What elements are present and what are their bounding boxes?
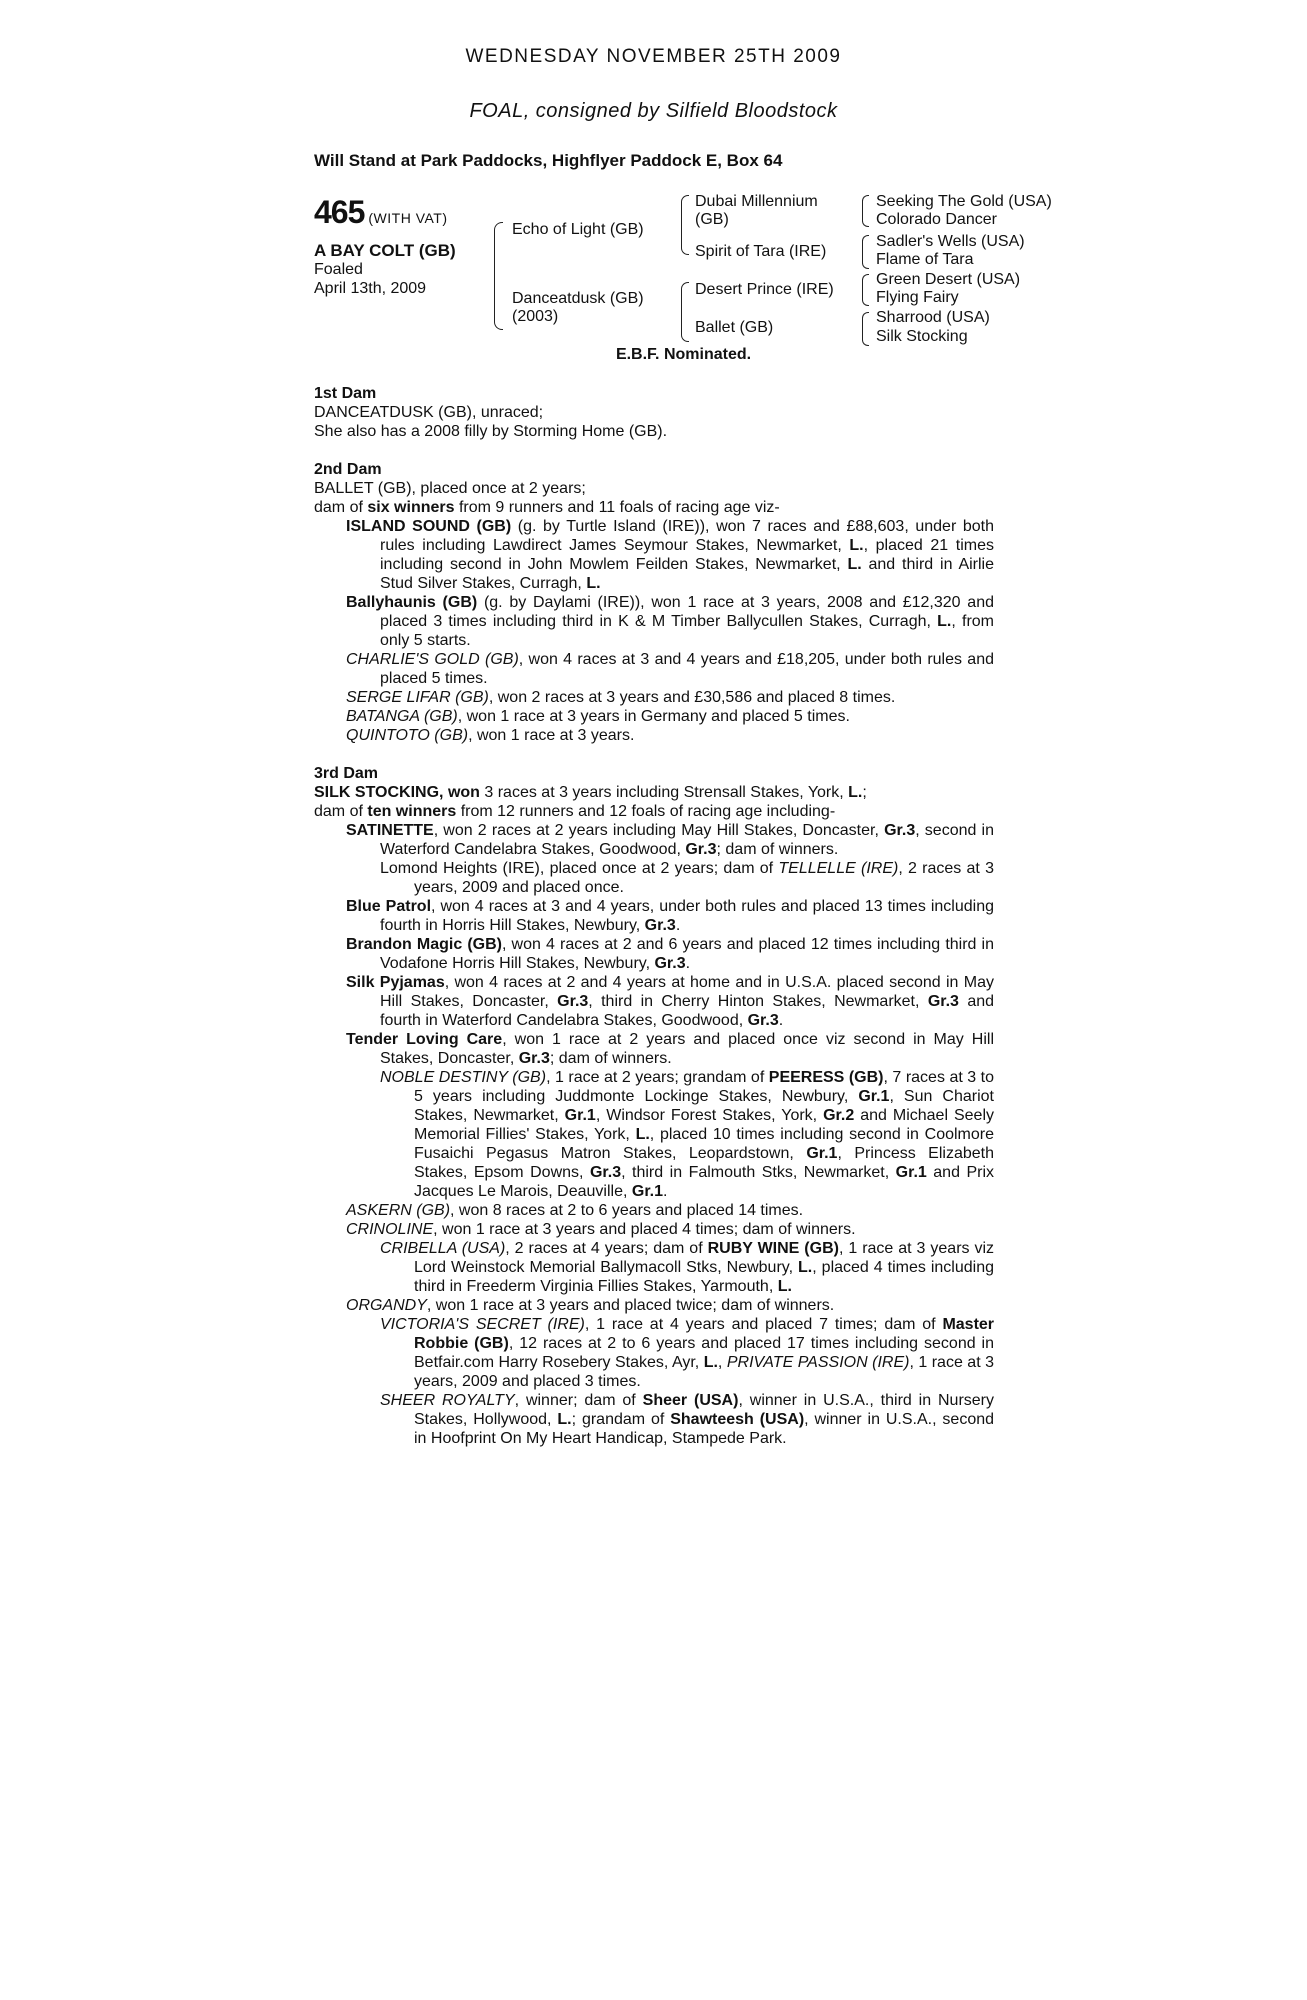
pedigree-brace-sire (681, 195, 689, 255)
produce-entry: SHEER ROYALTY, winner; dam of Sheer (USA), winner in U.S.A., third in Nursery Stakes, Hollywood, L.; grandam of Shawteesh (USA), winner in U.S.A., second in Hoofprint On My Heart Handicap, Stampede Park. (380, 1392, 995, 1447)
produce-entry: NOBLE DESTINY (GB), 1 race at 2 years; grandam of PEERESS (GB), 7 races at 3 to 5 years including Juddmonte Lockinge Stakes, Newbury, Gr.1, Sun Chariot Stakes, Newmarket, Gr.1, Windsor Forest Stakes, York, Gr.2 and Michael Seely Memorial Fillies' Stakes, York, L., placed 10 times including second in Coolmore Fusaichi Pegasus Matron Stakes, Leopardstown, Gr.1, Princess Elizabeth Stakes, Epsom Downs, Gr.3, third in Falmouth Stks, Newmarket, Gr.1 and Prix Jacques Le Marois, Deauville, Gr.1. (380, 1069, 995, 1200)
lot-title: A BAY COLT (GB) (314, 241, 456, 260)
first-dam-line: DANCEATDUSK (GB), unraced; (314, 404, 544, 421)
produce-entry: Brandon Magic (GB), won 4 races at 2 and 6 years and placed 12 times including third in Vodafone Horris Hill Stakes, Newbury, Gr.3. (346, 936, 995, 972)
consignor-line: FOAL, consigned by Silfield Bloodstock (469, 100, 838, 122)
pedigree-brace-sd (862, 235, 869, 269)
pedigree-sire: Echo of Light (GB) (512, 221, 644, 238)
produce-entry: Tender Loving Care, won 1 race at 2 years and placed once viz second in May Hill Stakes, Doncaster, Gr.3; dam of winners. (346, 1031, 995, 1067)
pedigree-dam: Danceatdusk (GB) (512, 290, 644, 307)
produce-entry: CHARLIE'S GOLD (GB), won 4 races at 3 and 4 years and £18,205, under both rules and placed 5 times. (346, 651, 994, 687)
produce-entry: Ballyhaunis (GB) (g. by Daylami (IRE)), won 1 race at 3 years, 2008 and £12,320 and placed 3 times including third in K & M Timber Ballycullen Stakes, Curragh, L., from only 5 starts. (346, 594, 995, 649)
vat-label: (WITH VAT) (368, 210, 448, 226)
produce-entry: SERGE LIFAR (GB), won 2 races at 3 years and £30,586 and placed 8 times. (346, 689, 896, 706)
pedigree-dss: Green Desert (USA) (876, 271, 1021, 288)
produce-record (314, 384, 994, 1448)
second-dam-summary: dam of six winners from 9 runners and 11 foals of racing age viz- (314, 499, 780, 516)
sale-date-header: WEDNESDAY NOVEMBER 25TH 2009 (465, 46, 842, 67)
first-dam-line: She also has a 2008 filly by Storming Home (GB). (314, 423, 668, 440)
pedigree-brace-ds (862, 274, 869, 306)
pedigree-ddd: Silk Stocking (876, 328, 968, 345)
first-dam-heading: 1st Dam (314, 385, 377, 402)
pedigree-dam-sire: Desert Prince (IRE) (695, 281, 834, 298)
pedigree-sss: Seeking The Gold (USA) (876, 193, 1052, 210)
pedigree-dam-year: (2003) (512, 308, 559, 325)
pedigree-sire-sire: Dubai Millennium (695, 193, 818, 210)
ebf-nominated: E.B.F. Nominated. (615, 346, 752, 363)
foaled-date: April 13th, 2009 (314, 280, 427, 297)
produce-entry: ASKERN (GB), won 8 races at 2 to 6 years and placed 14 times. (346, 1202, 804, 1219)
lot-number: 465 (314, 194, 365, 230)
pedigree-brace-ss (862, 195, 869, 227)
pedigree-sire-sire-suffix: (GB) (695, 211, 729, 228)
produce-entry: CRIBELLA (USA), 2 races at 4 years; dam of RUBY WINE (GB), 1 race at 3 years viz Lord Weinstock Memorial Ballymacoll Stks, Newbury, L., placed 4 times including third in Freederm Virginia Fillies Stakes, Yarmouth, L. (380, 1240, 995, 1295)
produce-entry: ORGANDY, won 1 race at 3 years and placed twice; dam of winners. (346, 1297, 835, 1314)
pedigree-ssd: Colorado Dancer (876, 211, 997, 228)
pedigree-brace-dam (681, 282, 689, 342)
produce-entry: Blue Patrol, won 4 races at 3 and 4 years, under both rules and placed 13 times including fourth in Horris Hill Stakes, Newbury, Gr.3. (346, 898, 994, 934)
produce-entry: SATINETTE, won 2 races at 2 years including May Hill Stakes, Doncaster, Gr.3, second in Waterford Candelabra Stakes, Goodwood, Gr.3; dam of winners. (346, 822, 994, 858)
pedigree-sds: Sadler's Wells (USA) (876, 233, 1025, 250)
produce-entry: QUINTOTO (GB), won 1 race at 3 years. (346, 727, 635, 744)
pedigree-brace-dd (862, 312, 869, 346)
produce-entry: CRINOLINE, won 1 race at 3 years and placed 4 times; dam of winners. (346, 1221, 856, 1238)
produce-entry: ISLAND SOUND (GB) (g. by Turtle Island (IRE)), won 7 races and £88,603, under both rules including Lawdirect James Seymour Stakes, Newmarket, L., placed 21 times including second in John Mowlem Feilden Stakes, Newmarket, L. and third in Airlie Stud Silver Stakes, Curragh, L. (346, 518, 995, 592)
pedigree-dsd: Flying Fairy (876, 289, 959, 306)
produce-entry: Silk Pyjamas, won 4 races at 2 and 4 years at home and in U.S.A. placed second in May Hill Stakes, Doncaster, Gr.3, third in Cherry Hinton Stakes, Newmarket, Gr.3 and fourth in Waterford Candelabra Stakes, Goodwood, Gr.3. (346, 974, 995, 1029)
produce-entry: BATANGA (GB), won 1 race at 3 years in Germany and placed 5 times. (346, 708, 850, 725)
second-dam-heading: 2nd Dam (314, 461, 382, 478)
third-dam-line: SILK STOCKING, won 3 races at 3 years including Strensall Stakes, York, L.; (314, 784, 867, 801)
pedigree-dam-dam: Ballet (GB) (695, 319, 774, 336)
foaled-info (314, 260, 426, 298)
pedigree-dds: Sharrood (USA) (876, 309, 990, 326)
pedigree-sdd: Flame of Tara (876, 251, 974, 268)
foaled-label: Foaled (314, 261, 363, 278)
produce-entry: Lomond Heights (IRE), placed once at 2 years; dam of TELLELLE (IRE), 2 races at 3 years, 2009 and placed once. (380, 860, 994, 896)
lot-number-block (314, 194, 448, 231)
stand-location: Will Stand at Park Paddocks, Highflyer Paddock E, Box 64 (314, 151, 783, 170)
produce-entry: VICTORIA'S SECRET (IRE), 1 race at 4 years and placed 7 times; dam of Master Robbie (GB), 12 races at 2 to 6 years and placed 17 times including second in Betfair.com Harry Rosebery Stakes, Ayr, L., PRIVATE PASSION (IRE), 1 race at 3 years, 2009 and placed 3 times. (380, 1316, 995, 1390)
second-dam-line: BALLET (GB), placed once at 2 years; (314, 480, 586, 497)
pedigree-brace-main (494, 222, 503, 330)
third-dam-heading: 3rd Dam (314, 765, 379, 782)
pedigree-sire-dam: Spirit of Tara (IRE) (695, 243, 827, 260)
third-dam-summary: dam of ten winners from 12 runners and 12 foals of racing age including- (314, 803, 836, 820)
